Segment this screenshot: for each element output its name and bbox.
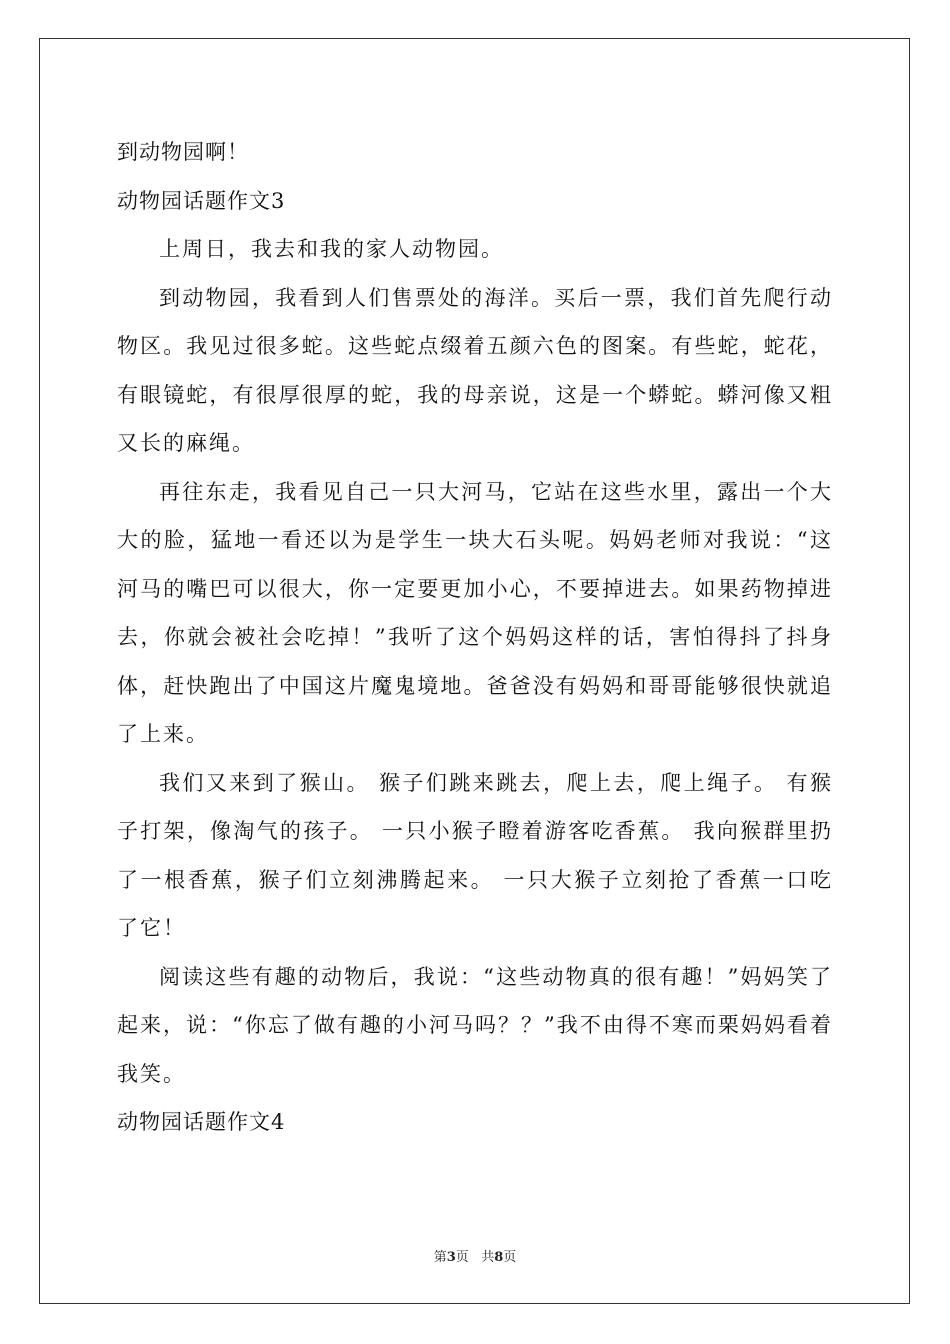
section-heading-3: 动物园话题作文3 bbox=[117, 188, 286, 213]
paragraph: 再往东走，我看见自己一只大河马，它站在这些水里，露出一个大大的脸，猛地一看还以为是学生一块大石头呢。妈妈老师对我说：“这河马的嘴巴可以很大，你一定要更加小心，不要掉进去。如果药物掉进去，你就会被社会吃掉！”我听了这个妈妈这样的话，害怕得抖了抖身体，赶快跑出了中国这片魔鬼境地。爸爸没有妈妈和哥哥能够很快就追了上来。 bbox=[117, 479, 833, 746]
page-footer bbox=[0, 1246, 950, 1265]
footer-total-pages: 8 bbox=[494, 1250, 504, 1265]
section-heading-4: 动物园话题作文4 bbox=[117, 1110, 286, 1134]
paragraph: 我们又来到了猴山。 猴子们跳来跳去，爬上去，爬上绳子。 有猴子打架，像淘气的孩子。 一只小猴子瞪着游客吃香蕉。 我向猴群里扔了一根香蕉，猴子们立刻沸腾起来。 一只大猴子立刻抢了香蕉一口吃了它！ bbox=[117, 770, 833, 940]
footer-prefix: 第 bbox=[433, 1250, 447, 1265]
footer-total-suffix: 页 bbox=[503, 1250, 517, 1265]
opening-line: 到动物园啊！ bbox=[117, 140, 249, 164]
paragraph: 到动物园，我看到人们售票处的海洋。买后一票，我们首先爬行动物区。我见过很多蛇。这些蛇点缀着五颜六色的图案。有些蛇，蛇花，有眼镜蛇，有很厚很厚的蛇，我的母亲说，这是一个蟒蛇。蟒河像又粗又长的麻绳。 bbox=[117, 285, 833, 455]
footer-page-number: 3 bbox=[446, 1250, 456, 1265]
footer-total-prefix: 共 bbox=[481, 1250, 495, 1265]
paragraph: 上周日，我去和我的家人动物园。 bbox=[159, 237, 504, 261]
document-body bbox=[117, 128, 833, 1147]
footer-page-suffix: 页 bbox=[455, 1250, 469, 1265]
paragraph: 阅读这些有趣的动物后，我说：“这些动物真的很有趣！”妈妈笑了起来，说：“你忘了做有趣的小河马吗？？”我不由得不寒而栗妈妈看着我笑。 bbox=[117, 964, 833, 1086]
